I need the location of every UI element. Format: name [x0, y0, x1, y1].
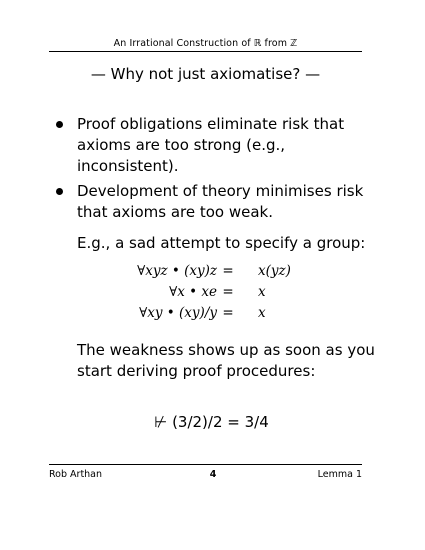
axiom-rhs: x: [258, 284, 266, 300]
footer-author: Rob Arthan: [49, 469, 103, 480]
axiom-rhs: x(yz): [258, 263, 291, 279]
axiom-associativity: [118, 261, 318, 281]
axiom-lhs: ∀xyz • (xy)z: [137, 263, 217, 279]
slide-title: — Why not just axiomatise? —: [90, 65, 321, 83]
bullet-dot-icon: [56, 188, 63, 195]
footer-rule: [49, 464, 362, 465]
bullet-text: Development of theory minimises risk that axioms are too weak.: [77, 182, 364, 221]
unprovable-claim: ⊬ (3/2)/2 = 3/4: [154, 413, 269, 431]
axiom-lhs: ∀x • xe: [169, 284, 217, 300]
bullet-dot-icon: [56, 121, 63, 128]
axiom-identity: [118, 282, 318, 302]
weakness-paragraph: The weakness shows up as soon as you start deriving proof procedures:: [77, 341, 375, 380]
axiom-equals: =: [222, 305, 234, 321]
axiom-equals: =: [222, 284, 234, 300]
footer-page-number: 4: [209, 469, 217, 480]
axiom-rhs: x: [258, 305, 266, 321]
running-title: An Irrational Construction of ℝ from ℤ: [113, 38, 298, 49]
group-example-intro: E.g., a sad attempt to specify a group:: [77, 234, 366, 252]
footer-section: Lemma 1: [317, 469, 362, 480]
bullet-text: Proof obligations eliminate risk that axioms are too strong (e.g., inconsistent).: [77, 115, 345, 175]
axiom-division: [118, 303, 318, 323]
header-rule: [49, 51, 362, 52]
axiom-equals: =: [222, 263, 234, 279]
axiom-lhs: ∀xy • (xy)/y: [139, 305, 217, 321]
